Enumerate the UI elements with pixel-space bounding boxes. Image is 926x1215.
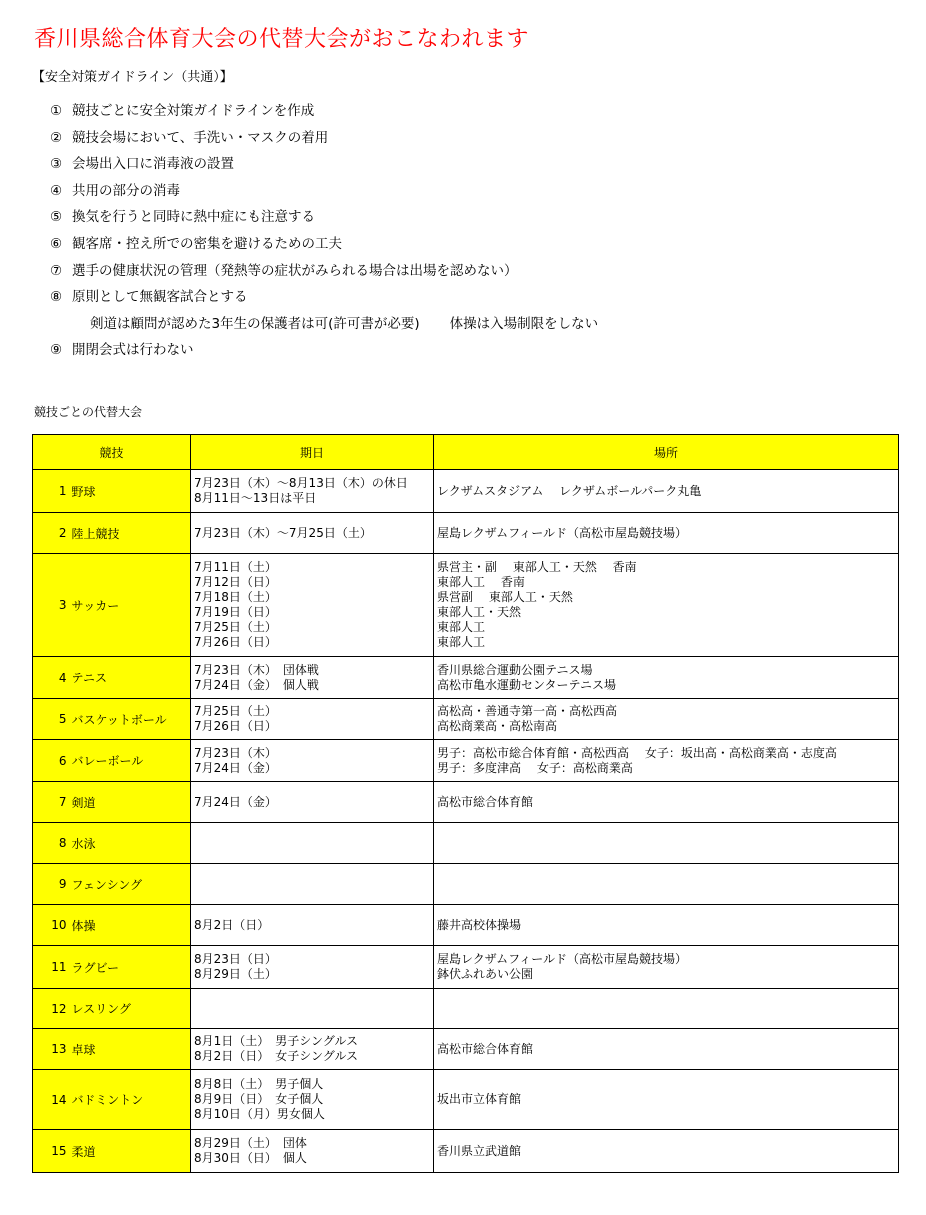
guideline-item (50, 231, 598, 258)
venue-line: 香川県総合運動公園テニス場 (437, 662, 593, 677)
guideline-item (50, 258, 598, 285)
guideline-text: 観客席・控え所での密集を避けるための工夫 (72, 235, 342, 252)
venue-line: 高松市総合体育館 (437, 794, 534, 809)
venue-line: 屋島レクザムフィールド（高松市屋島競技場） (437, 525, 687, 540)
table-header-row (33, 435, 899, 470)
date-line: 8月30日（日） 個人 (194, 1151, 307, 1165)
guideline-text: 原則として無観客試合とする (72, 289, 248, 306)
sport-name: サッカー (69, 554, 191, 657)
sport-name: 柔道 (69, 1130, 191, 1173)
table-row (33, 989, 899, 1029)
row-number: 8 (33, 823, 69, 864)
date-line: 8月10日（月）男女個人 (194, 1107, 325, 1121)
date-cell (191, 782, 434, 823)
date-line: 7月25日（土） (194, 620, 277, 634)
venue-line: 東部人工・天然 (437, 605, 522, 619)
guideline-number: ③ (50, 156, 63, 173)
guideline-number: ⑥ (50, 235, 63, 252)
row-number: 6 (33, 740, 69, 782)
guideline-item (50, 178, 598, 205)
row-number: 13 (33, 1029, 69, 1070)
sport-name: バドミントン (69, 1070, 191, 1130)
guideline-text: 選手の健康状況の管理（発熱等の症状がみられる場合は出場を認めない） (72, 262, 518, 279)
guideline-text: 競技ごとに安全対策ガイドラインを作成 (72, 103, 315, 119)
venue-cell (434, 1130, 899, 1173)
guideline-text: 換気を行うと同時に熱中症にも注意する (72, 209, 315, 226)
kendo-note: 剣道は顧問が認めた3年生の保護者は可(許可書が必要) (90, 315, 420, 332)
guideline-number: ⑤ (50, 209, 63, 226)
table-row (33, 699, 899, 740)
venue-cell (434, 905, 899, 946)
row-number: 5 (33, 699, 69, 740)
date-line: 7月23日（木）～8月13日（木）の休日 (194, 476, 408, 490)
venue-line: 東部人工 (437, 620, 486, 634)
guideline-text: 競技会場において、手洗い・マスクの着用 (72, 129, 329, 146)
venue-cell (434, 657, 899, 699)
table-row (33, 470, 899, 513)
sport-name: 剣道 (69, 782, 191, 823)
row-number: 3 (33, 554, 69, 657)
venue-cell (434, 1070, 899, 1130)
date-line: 7月24日（金） (194, 794, 277, 809)
venue-cell (434, 554, 899, 657)
guideline-text: 開閉会式は行わない (72, 342, 194, 359)
header-date: 期日 (191, 435, 434, 470)
venue-cell (434, 513, 899, 554)
date-line: 7月23日（木）～7月25日（土） (194, 525, 372, 540)
guideline-item (50, 151, 598, 178)
date-line: 7月24日（金） (194, 760, 277, 775)
row-number: 11 (33, 946, 69, 989)
venue-line: 東部人工 香南 (437, 575, 525, 589)
table-row (33, 740, 899, 782)
row-number: 15 (33, 1130, 69, 1173)
row-number: 12 (33, 989, 69, 1029)
date-line: 8月23日（日） (194, 952, 277, 966)
venue-line: 高松市亀水運動センターテニス場 (437, 677, 617, 692)
date-cell (191, 513, 434, 554)
row-number: 2 (33, 513, 69, 554)
date-cell (191, 1029, 434, 1070)
row-number: 7 (33, 782, 69, 823)
venue-line: 屋島レクザムフィールド（高松市屋島競技場） (437, 952, 687, 966)
sport-name: 水泳 (69, 823, 191, 864)
guideline-heading: 【安全対策ガイドライン（共通）】 (32, 70, 233, 85)
venue-line: 高松市総合体育館 (437, 1041, 534, 1056)
date-cell (191, 905, 434, 946)
date-line: 7月18日（土） (194, 590, 277, 604)
venue-cell (434, 1029, 899, 1070)
date-line: 7月23日（木） 団体戦 (194, 662, 319, 677)
date-cell (191, 864, 434, 905)
header-sport: 競技 (33, 435, 191, 470)
guideline-item (50, 284, 598, 311)
date-cell (191, 740, 434, 782)
guideline-list (50, 98, 598, 364)
venue-line: 県営副 東部人工・天然 (437, 590, 573, 604)
table-row (33, 657, 899, 699)
table-row (33, 1130, 899, 1173)
date-line: 8月29日（土） 団体 (194, 1136, 307, 1150)
date-line: 8月29日（土） (194, 967, 277, 981)
guideline-number: ④ (50, 182, 63, 199)
table-row (33, 1029, 899, 1070)
venue-cell (434, 989, 899, 1029)
date-line: 8月1日（土） 男子シングルス (194, 1034, 359, 1048)
table-row (33, 782, 899, 823)
table-row (33, 905, 899, 946)
date-cell (191, 1070, 434, 1130)
gym-note: 体操は入場制限をしない (449, 315, 599, 332)
header-venue: 場所 (434, 435, 899, 470)
venue-line: 坂出市立体育館 (437, 1092, 522, 1106)
table-row (33, 1070, 899, 1130)
guideline-item (50, 337, 598, 364)
venue-line: 男子：高松市総合体育館・高松西高 女子：坂出高・高松商業高・志度高 (437, 745, 837, 760)
sport-name: レスリング (69, 989, 191, 1029)
date-cell (191, 470, 434, 513)
date-line: 8月8日（土） 男子個人 (194, 1077, 324, 1091)
venue-cell (434, 699, 899, 740)
venue-line: 藤井高校体操場 (437, 917, 522, 932)
date-line: 8月2日（日） 女子シングルス (194, 1049, 359, 1063)
guideline-number: ② (50, 129, 63, 146)
date-cell (191, 699, 434, 740)
guideline-number: ⑦ (50, 262, 63, 279)
venue-line: レクザムスタジアム レクザムボールパーク丸亀 (437, 483, 702, 498)
venue-line: 男子：多度津高 女子：高松商業高 (437, 760, 633, 775)
date-cell (191, 554, 434, 657)
venue-line: 東部人工 (437, 635, 486, 649)
table-row (33, 946, 899, 989)
date-line: 7月24日（金） 個人戦 (194, 677, 319, 692)
venue-line: 高松商業高・高松南高 (437, 719, 558, 733)
date-line: 7月26日（日） (194, 719, 277, 733)
sport-name: 陸上競技 (69, 513, 191, 554)
row-number: 14 (33, 1070, 69, 1130)
date-line: 7月25日（土） (194, 704, 277, 718)
date-line: 8月11日～13日は平日 (194, 491, 317, 505)
date-cell (191, 823, 434, 864)
row-number: 1 (33, 470, 69, 513)
date-line: 7月11日（土） (194, 560, 277, 574)
date-line: 7月19日（日） (194, 605, 277, 619)
sport-name: 体操 (69, 905, 191, 946)
date-line: 7月23日（木） (194, 745, 277, 760)
date-cell (191, 946, 434, 989)
table-row (33, 864, 899, 905)
date-cell (191, 1130, 434, 1173)
table-row (33, 554, 899, 657)
date-line: 8月2日（日） (194, 917, 270, 932)
sport-name: バスケットボール (69, 699, 191, 740)
date-cell (191, 989, 434, 1029)
guideline-text: 共用の部分の消毒 (72, 182, 180, 199)
row-number: 10 (33, 905, 69, 946)
date-line: 7月12日（日） (194, 575, 277, 589)
venue-cell (434, 946, 899, 989)
venue-line: 香川県立武道館 (437, 1143, 522, 1158)
section-title: 競技ごとの代替大会 (34, 405, 143, 419)
date-line: 7月26日（日） (194, 635, 277, 649)
guideline-number: ⑨ (50, 342, 63, 359)
sport-name: 卓球 (69, 1029, 191, 1070)
sport-name: テニス (69, 657, 191, 699)
date-line: 8月9日（日） 女子個人 (194, 1092, 324, 1106)
venue-line: 県営主・副 東部人工・天然 香南 (437, 560, 637, 574)
guideline-item (50, 98, 598, 125)
row-number: 9 (33, 864, 69, 905)
sport-name: ラグビー (69, 946, 191, 989)
guideline-text: 会場出入口に消毒液の設置 (72, 156, 234, 173)
guideline-number: ⑧ (50, 289, 63, 306)
venue-cell (434, 740, 899, 782)
events-table (32, 434, 899, 1173)
guideline-item (50, 125, 598, 152)
sport-name: バレーボール (69, 740, 191, 782)
page-title: 香川県総合体育大会の代替大会がおこなわれます (34, 27, 530, 52)
venue-cell (434, 864, 899, 905)
venue-line: 高松高・善通寺第一高・高松西高 (437, 704, 618, 718)
row-number: 4 (33, 657, 69, 699)
guideline-number: ① (50, 103, 63, 119)
guideline-item (50, 204, 598, 231)
table-row (33, 513, 899, 554)
venue-cell (434, 782, 899, 823)
guideline-note (50, 311, 598, 338)
venue-cell (434, 470, 899, 513)
venue-cell (434, 823, 899, 864)
sport-name: 野球 (69, 470, 191, 513)
table-row (33, 823, 899, 864)
sport-name: フェンシング (69, 864, 191, 905)
venue-line: 鉢伏ふれあい公園 (437, 967, 534, 981)
date-cell (191, 657, 434, 699)
